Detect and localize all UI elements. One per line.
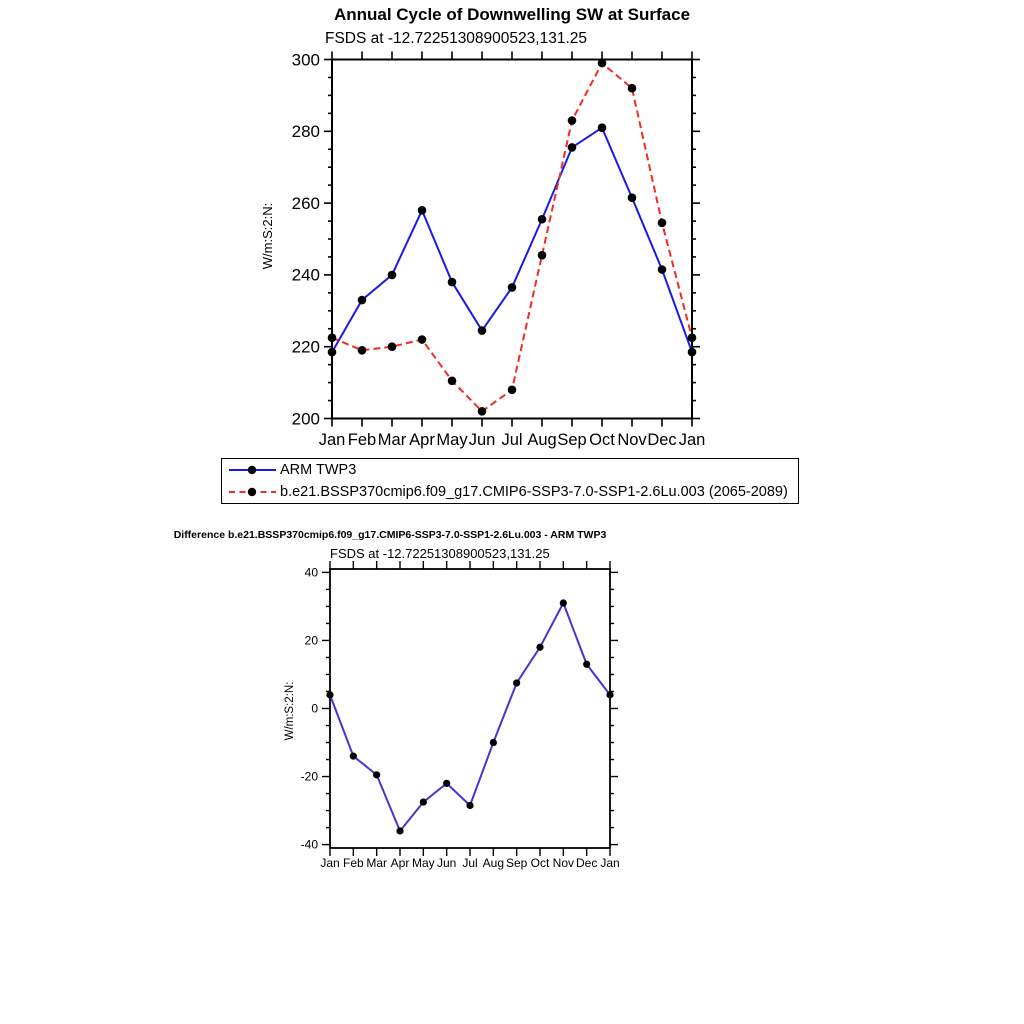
- top-chart-title: Annual Cycle of Downwelling SW at Surface: [333, 5, 691, 24]
- x-tick-label: Jun: [436, 856, 457, 870]
- data-point-marker: [508, 385, 517, 394]
- data-point-marker: [536, 644, 543, 651]
- data-point-marker: [418, 335, 427, 344]
- series-line-1: [332, 63, 692, 411]
- data-point-marker: [628, 84, 637, 93]
- data-point-marker: [388, 271, 397, 280]
- y-tick-label: 280: [291, 122, 320, 142]
- data-point-marker: [420, 798, 427, 805]
- x-tick-label: Dec: [647, 431, 677, 449]
- y-tick-label: 260: [291, 193, 320, 213]
- x-tick-label: Jan: [320, 856, 340, 870]
- top-chart-subtitle: FSDS at -12.72251308900523,131.25: [325, 30, 587, 47]
- data-point-marker: [538, 251, 547, 260]
- data-point-marker: [688, 348, 697, 357]
- x-tick-label: Nov: [552, 856, 575, 870]
- data-point-marker: [568, 143, 577, 152]
- series-line-0: [330, 603, 610, 831]
- legend-line-sample-dashed: [228, 487, 277, 497]
- data-point-marker: [358, 346, 367, 355]
- x-tick-label: Feb: [347, 431, 377, 449]
- legend-label-model-run: b.e21.BSSP370cmip6.f09_g17.CMIP6-SSP3-7.0-SSP1-2.6Lu.003 (2065-2089): [280, 484, 788, 500]
- data-point-marker: [490, 739, 497, 746]
- y-tick-label: 200: [291, 409, 320, 429]
- bottom-chart-title: Difference b.e21.BSSP370cmip6.f09_g17.CMIP6-SSP3-7.0-SSP1-2.6Lu.003 - ARM TWP3: [173, 529, 607, 541]
- legend-marker-dot: [248, 488, 256, 496]
- data-point-marker: [396, 827, 403, 834]
- top-chart-y-axis-label: W/m:S:2:N:: [260, 202, 275, 270]
- x-tick-label: Jan: [318, 431, 346, 449]
- data-point-marker: [538, 215, 547, 224]
- x-tick-label: Sep: [505, 856, 528, 870]
- data-point-marker: [466, 802, 473, 809]
- data-point-marker: [583, 661, 590, 668]
- data-point-marker: [598, 123, 607, 132]
- legend-entry-model-run: [228, 483, 798, 502]
- data-point-marker: [658, 265, 667, 274]
- x-tick-label: Apr: [390, 856, 410, 870]
- data-point-marker: [688, 333, 697, 342]
- legend-entry-arm-twp3: [228, 461, 798, 480]
- top-chart-plot: [250, 45, 770, 475]
- bottom-chart-y-axis-label: W/m:S:2:N:: [284, 681, 296, 741]
- data-point-marker: [513, 679, 520, 686]
- x-tick-label: Apr: [409, 431, 435, 449]
- data-point-marker: [443, 780, 450, 787]
- x-tick-label: Oct: [589, 431, 615, 449]
- data-point-marker: [478, 407, 487, 416]
- y-tick-label: -20: [300, 769, 318, 784]
- data-point-marker: [628, 193, 637, 202]
- data-point-marker: [658, 219, 667, 228]
- y-tick-label: 220: [291, 337, 320, 357]
- x-tick-label: Mar: [366, 856, 388, 870]
- bottom-chart-subtitle: FSDS at -12.72251308900523,131.25: [330, 546, 550, 561]
- x-tick-label: Feb: [342, 856, 364, 870]
- data-point-marker: [560, 599, 567, 606]
- series-line-0: [332, 128, 692, 352]
- x-tick-label: Dec: [575, 856, 598, 870]
- y-tick-label: 0: [311, 701, 318, 716]
- x-tick-label: Aug: [527, 431, 557, 449]
- y-tick-label: 300: [291, 50, 320, 70]
- x-tick-label: May: [411, 856, 435, 870]
- x-tick-label: May: [436, 431, 468, 449]
- y-tick-label: 240: [291, 265, 320, 285]
- y-tick-label: 20: [304, 633, 318, 648]
- y-tick-label: -40: [300, 837, 318, 852]
- data-point-marker: [328, 348, 337, 357]
- x-tick-label: Mar: [377, 431, 407, 449]
- data-point-marker: [606, 691, 613, 698]
- x-tick-label: Jan: [600, 856, 620, 870]
- data-point-marker: [350, 753, 357, 760]
- x-tick-label: Nov: [617, 431, 647, 449]
- x-tick-label: Jun: [468, 431, 496, 449]
- data-point-marker: [448, 278, 457, 287]
- data-point-marker: [568, 116, 577, 125]
- y-tick-label: 40: [304, 565, 318, 580]
- bottom-chart-plot: [270, 555, 660, 885]
- data-point-marker: [508, 283, 517, 292]
- legend-marker-dot: [248, 466, 256, 474]
- x-tick-label: Jan: [678, 431, 706, 449]
- data-point-marker: [328, 333, 337, 342]
- x-tick-label: Aug: [482, 856, 505, 870]
- legend-label-arm-twp3: ARM TWP3: [280, 462, 357, 478]
- data-point-marker: [448, 377, 457, 386]
- data-point-marker: [478, 326, 487, 335]
- x-tick-label: Jul: [501, 431, 523, 449]
- legend-line-sample-solid: [228, 465, 277, 475]
- data-point-marker: [598, 59, 607, 68]
- x-tick-label: Sep: [557, 431, 587, 449]
- data-point-marker: [373, 771, 380, 778]
- x-tick-label: Oct: [530, 856, 550, 870]
- data-point-marker: [358, 296, 367, 305]
- legend: [221, 458, 799, 504]
- x-tick-label: Jul: [462, 856, 478, 870]
- data-point-marker: [418, 206, 427, 215]
- data-point-marker: [388, 342, 397, 351]
- data-point-marker: [326, 691, 333, 698]
